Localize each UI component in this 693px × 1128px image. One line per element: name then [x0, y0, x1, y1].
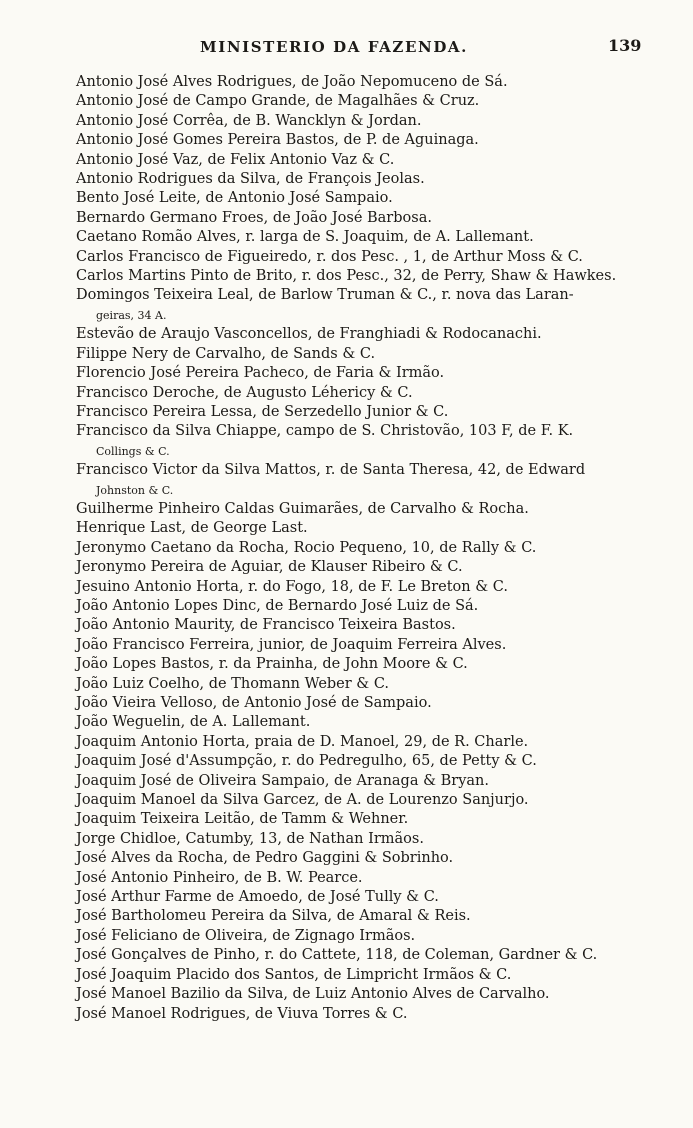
- list-item: Carlos Francisco de Figueiredo, r. dos Pesc. , 1, de Arthur Moss & C.: [76, 248, 583, 265]
- list-item: Francisco Deroche, de Augusto Léhericy & C.: [76, 384, 413, 401]
- list-item: Antonio José Vaz, de Felix Antonio Vaz & C.: [76, 151, 395, 168]
- list-item: João Vieira Velloso, de Antonio José de Sampaio.: [76, 695, 432, 711]
- list-item: Florencio José Pereira Pacheco, de Faria & Irmão.: [76, 365, 445, 382]
- list-item: Bento José Leite, de Antonio José Sampaio.: [76, 190, 393, 207]
- list-item: Antonio Rodrigues da Silva, de François Jeolas.: [76, 171, 425, 188]
- list-item-continuation: geiras, 34 A.: [96, 308, 167, 322]
- list-item: Carlos Martins Pinto de Brito, r. dos Pesc., 32, de Perry, Shaw & Hawkes.: [76, 268, 617, 285]
- list-item: Filippe Nery de Carvalho, de Sands & C.: [76, 345, 376, 362]
- list-item: José Manoel Bazilio da Silva, de Luiz Antonio Alves de Carvalho.: [76, 986, 550, 1003]
- list-item: João Weguelin, de A. Lallemant.: [76, 714, 311, 731]
- list-item: Joaquim José d'Assumpção, r. do Pedregulho, 65, de Petty & C.: [76, 753, 537, 770]
- list-item: Henrique Last, de George Last.: [76, 520, 308, 537]
- list-item: José Joaquim Placido dos Santos, de Limpricht Irmãos & C.: [76, 966, 512, 983]
- running-title: MINISTERIO DA FAZENDA.: [200, 38, 468, 56]
- list-item: João Antonio Lopes Dinc, de Bernardo José Luiz de Sá.: [76, 597, 479, 614]
- list-item: Antonio José Gomes Pereira Bastos, de P. de Aguinaga.: [76, 132, 479, 149]
- list-item: Antonio José Corrêa, de B. Wancklyn & Jordan.: [76, 112, 422, 129]
- list-item: Joaquim Manoel da Silva Garcez, de A. de Lourenzo Sanjurjo.: [76, 792, 529, 809]
- list-item: Antonio José Alves Rodrigues, de João Nepomuceno de Sá.: [76, 74, 508, 90]
- list-item: José Feliciano de Oliveira, de Zignago Irmãos.: [76, 927, 416, 944]
- list-item: José Bartholomeu Pereira da Silva, de Amaral & Reis.: [76, 908, 471, 925]
- list-item: Joaquim Antonio Horta, praia de D. Manoel, 29, de R. Charle.: [76, 733, 529, 750]
- list-item: Jeronymo Caetano da Rocha, Rocio Pequeno, 10, de Rally & C.: [76, 539, 537, 556]
- list-item: Bernardo Germano Froes, de João José Barbosa.: [76, 209, 432, 226]
- page-header: [0, 34, 693, 60]
- page-number: 139: [608, 36, 642, 55]
- list-item: João Antonio Maurity, de Francisco Teixeira Bastos.: [76, 617, 456, 634]
- list-item: Antonio José de Campo Grande, de Magalhães & Cruz.: [76, 93, 480, 110]
- list-item: Guilherme Pinheiro Caldas Guimarães, de Carvalho & Rocha.: [76, 500, 529, 517]
- list-item: José Manoel Rodrigues, de Viuva Torres & C.: [76, 1005, 408, 1022]
- list-item: Joaquim Teixeira Leitão, de Tamm & Wehner.: [76, 811, 409, 828]
- list-item: Francisco Victor da Silva Mattos, r. de Santa Theresa, 42, de Edward: [76, 462, 586, 479]
- list-item: Caetano Romão Alves, r. larga de S. Joaquim, de A. Lallemant.: [76, 229, 534, 246]
- list-item: João Lopes Bastos, r. da Prainha, de John Moore & C.: [76, 656, 468, 673]
- list-item: José Antonio Pinheiro, de B. W. Pearce.: [76, 869, 363, 886]
- list-item: Jorge Chidloe, Catumby, 13, de Nathan Irmãos.: [76, 830, 424, 847]
- list-item: Estevão de Araujo Vasconcellos, de Franghiadi & Rodocanachi.: [76, 326, 542, 343]
- list-item-continuation: Johnston & C.: [96, 483, 174, 497]
- list-item: João Francisco Ferreira, junior, de Joaquim Ferreira Alves.: [76, 636, 507, 653]
- list-item: Joaquim José de Oliveira Sampaio, de Aranaga & Bryan.: [76, 772, 489, 789]
- list-item: Francisco Pereira Lessa, de Serzedello Junior & C.: [76, 403, 449, 420]
- list-item: Jesuino Antonio Horta, r. do Fogo, 18, de F. Le Breton & C.: [76, 578, 508, 595]
- list-item: Francisco da Silva Chiappe, campo de S. Christovão, 103 F, de F. K.: [76, 423, 574, 440]
- list-item: Jeronymo Pereira de Aguiar, de Klauser Ribeiro & C.: [76, 559, 463, 576]
- entry-list: [76, 73, 656, 1024]
- list-item: José Alves da Rocha, de Pedro Gaggini & Sobrinho.: [76, 850, 454, 867]
- list-item: João Luiz Coelho, de Thomann Weber & C.: [76, 675, 390, 692]
- list-item: José Arthur Farme de Amoedo, de José Tully & C.: [76, 889, 439, 906]
- list-item-continuation: Collings & C.: [96, 444, 170, 458]
- list-item: José Gonçalves de Pinho, r. do Cattete, 118, de Coleman, Gardner & C.: [76, 947, 598, 964]
- list-item: Domingos Teixeira Leal, de Barlow Truman & C., r. nova das Laran-: [76, 287, 574, 304]
